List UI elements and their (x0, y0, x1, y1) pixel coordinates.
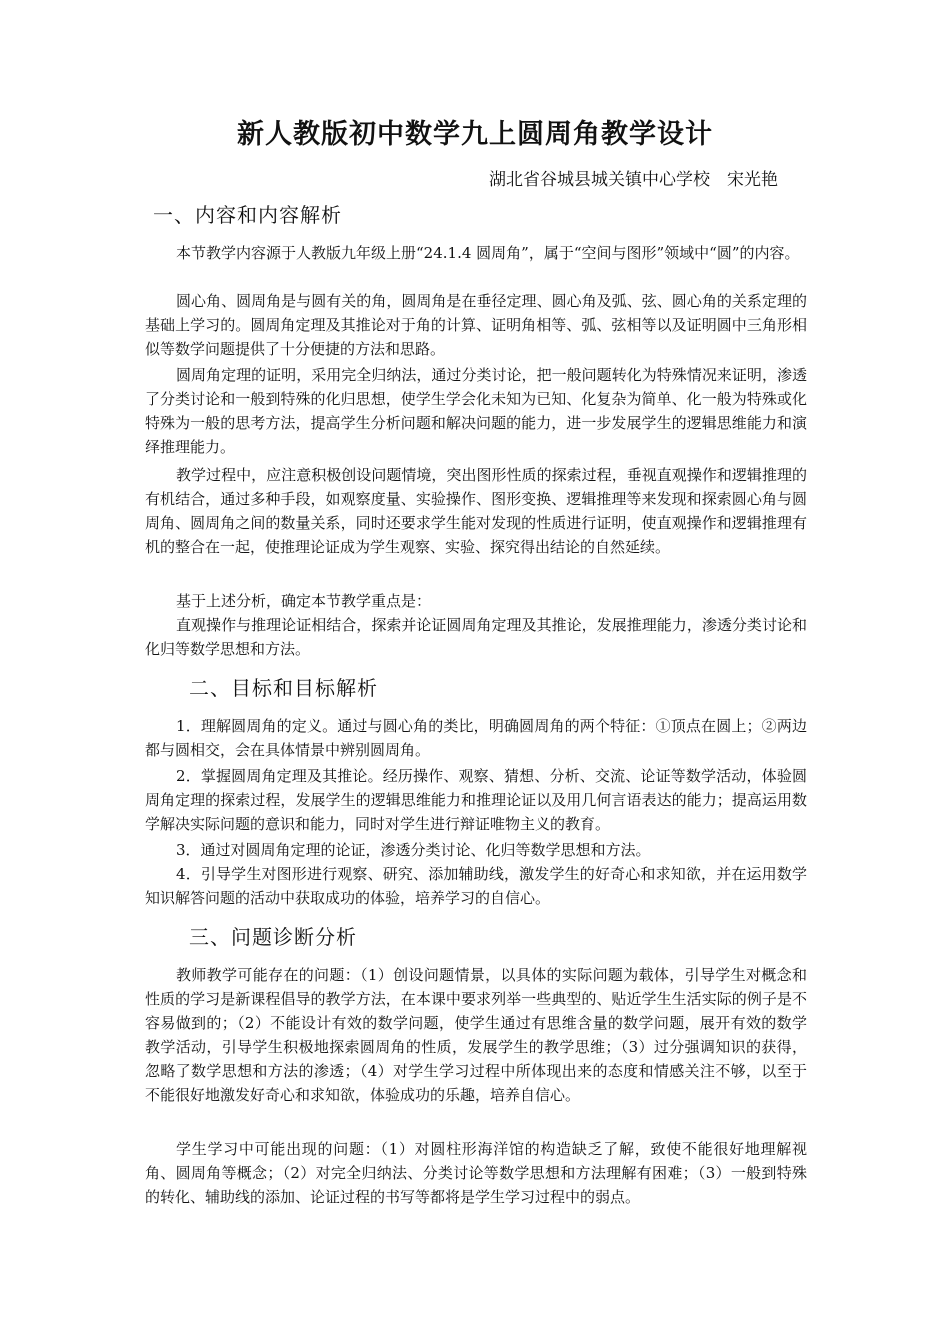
author-line: 湖北省谷城县城关镇中心学校 宋光艳 (489, 170, 778, 190)
paragraph: 直观操作与推理论证相结合，探索并论证圆周角定理及其推论，发展推理能力，渗透分类讨论和化归等数学思想和方法。 (145, 616, 807, 658)
section-heading-2: 二、目标和目标解析 (189, 676, 378, 700)
paragraph: 圆心角、圆周角是与圆有关的角，圆周角是在垂径定理、圆心角及弧、弦、圆心角的关系定理的基础上学习的。圆周角定理及其推论对于角的计算、证明角相等、弧、弦相等以及证明圆中三角形相似等数学问题提供了十分便捷的方法和思路。 (145, 292, 807, 358)
section-heading-1: 一、内容和内容解析 (153, 203, 342, 227)
paragraph: 学生学习中可能出现的问题：（1）对圆柱形海洋馆的构造缺乏了解，致使不能很好地理解视角、圆周角等概念；（2）对完全归纳法、分类讨论等数学思想和方法理解有困难；（3）一般到特殊的转化、辅助线的添加、论证过程的书写等都将是学生学习过程中的弱点。 (145, 1140, 807, 1206)
section-heading-3: 三、问题诊断分析 (189, 925, 357, 949)
document-title: 新人教版初中数学九上圆周角教学设计 (237, 119, 713, 150)
paragraph: 4．引导学生对图形进行观察、研究、添加辅助线，激发学生的好奇心和求知欲，并在运用数学知识解答问题的活动中获取成功的体验，培养学习的自信心。 (145, 865, 807, 907)
paragraph: 2．掌握圆周角定理及其推论。经历操作、观察、猜想、分析、交流、论证等数学活动，体验圆周角定理的探索过程，发展学生的逻辑思维能力和推理论证以及用几何言语表达的能力；提高运用数学解决实际问题的意识和能力，同时对学生进行辩证唯物主义的教育。 (145, 767, 807, 833)
paragraph: 基于上述分析，确定本节教学重点是： (176, 592, 432, 610)
paragraph: 1．理解圆周角的定义。通过与圆心角的类比，明确圆周角的两个特征：①顶点在圆上；②两边都与圆相交，会在具体情景中辨别圆周角。 (145, 717, 807, 759)
paragraph: 圆周角定理的证明，采用完全归纳法，通过分类讨论，把一般问题转化为特殊情况来证明，渗透了分类讨论和一般到特殊的化归思想，使学生学会化未知为已知、化复杂为简单、化一般为特殊或化特殊为一般的思考方法，提高学生分析问题和解决问题的能力，进一步发展学生的逻辑思维能力和演绎推理能力。 (145, 366, 807, 456)
paragraph: 3．通过对圆周角定理的论证，渗透分类讨论、化归等数学思想和方法。 (176, 841, 651, 859)
paragraph: 本节教学内容源于人教版九年级上册“24.1.4 圆周角”，属于“空间与图形”领域中“圆”的内容。 (176, 244, 800, 262)
paragraph: 教师教学可能存在的问题：（1）创设问题情景，以具体的实际问题为载体，引导学生对概念和性质的学习是新课程倡导的教学方法，在本课中要求列举一些典型的、贴近学生生活实际的例子是不容易做到的；（2）不能设计有效的数学问题，使学生通过有思维含量的数学问题，展开有效的数学教学活动，引导学生积极地探索圆周角的性质，发展学生的教学思维；（3）过分强调知识的获得，忽略了数学思想和方法的渗透；（4）对学生学习过程中所体现出来的态度和情感关注不够，以至于不能很好地激发好奇心和求知欲，体验成功的乐趣，培养自信心。 (145, 966, 807, 1104)
paragraph: 教学过程中，应注意积极创设问题情境，突出图形性质的探索过程，垂视直观操作和逻辑推理的有机结合，通过多种手段，如观察度量、实验操作、图形变换、逻辑推理等来发现和探索圆心角与圆周角、圆周角之间的数量关系，同时还要求学生能对发现的性质进行证明，使直观操作和逻辑推理有机的整合在一起，使推理论证成为学生观察、实验、探究得出结论的自然延续。 (145, 466, 807, 556)
